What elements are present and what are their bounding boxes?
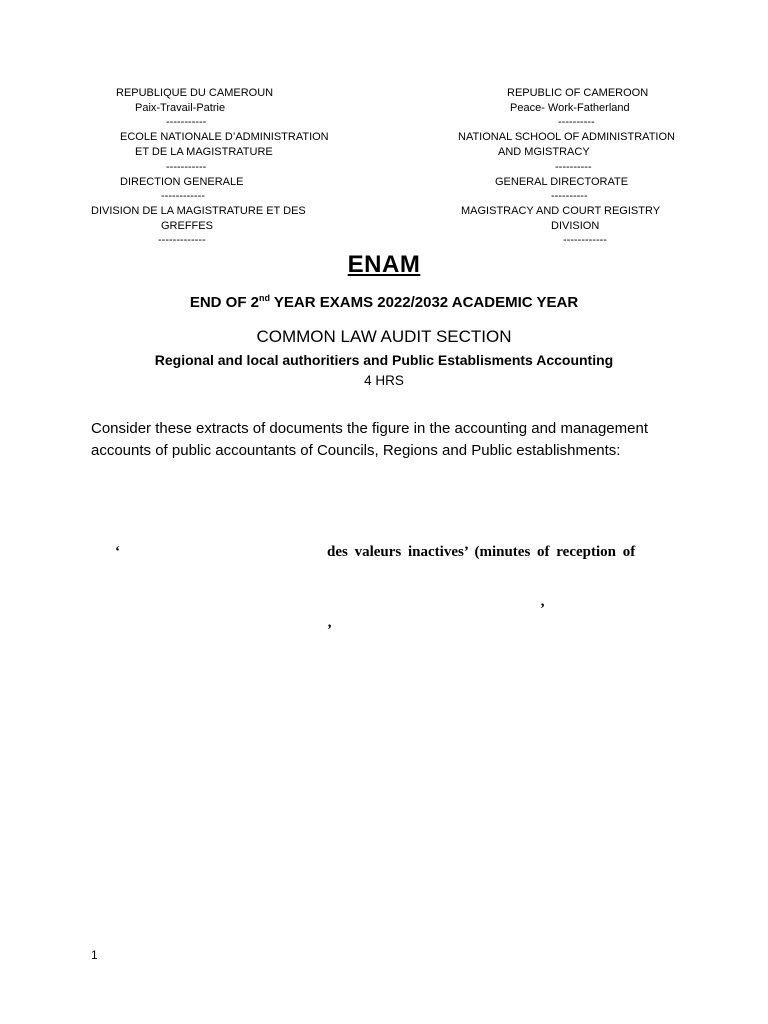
header-left-line: ET DE LA MAGISTRATURE (135, 146, 273, 158)
exam-duration: 4 HRS (364, 373, 404, 388)
text-fragment-comma: ’ (327, 622, 332, 638)
header-left-line: ------------ (161, 190, 205, 202)
header-right-line: ---------- (551, 190, 588, 202)
header-left-line: DIVISION DE LA MAGISTRATURE ET DES (91, 205, 306, 217)
header-left-line: GREFFES (161, 220, 213, 232)
header-left-line: ECOLE NATIONALE D’ADMINISTRATION (120, 131, 329, 143)
text-fragment-line: des valeurs inactives’ (minutes of reception of (327, 544, 636, 560)
header-right-line: Peace- Work-Fatherland (510, 102, 630, 114)
document-title: ENAM (347, 251, 421, 278)
header-left-line: DIRECTION GENERALE (120, 176, 244, 188)
page-number: 1 (91, 948, 98, 962)
header-left-line: ----------- (166, 116, 207, 128)
exam-heading (0, 294, 768, 311)
header-right-line: ---------- (555, 161, 592, 173)
header-right-line: REPUBLIC OF CAMEROON (507, 87, 649, 99)
header-right-line: GENERAL DIRECTORATE (495, 176, 629, 188)
header-left-line: REPUBLIQUE DU CAMEROUN (116, 87, 274, 99)
section-heading: COMMON LAW AUDIT SECTION (256, 327, 512, 346)
header-right-line: NATIONAL SCHOOL OF ADMINISTRATION (458, 131, 675, 143)
header-right-line: DIVISION (551, 220, 600, 232)
header-right-line: ------------ (563, 234, 607, 246)
header-left-line: ----------- (166, 161, 207, 173)
exam-heading-ordinal: nd (259, 293, 270, 303)
header-right-line: AND MGISTRACY (498, 146, 590, 158)
header-right-line: MAGISTRACY AND COURT REGISTRY (461, 205, 661, 217)
subject-heading: Regional and local authoritiers and Public Establisments Accounting (154, 352, 614, 368)
intro-paragraph: Consider these extracts of documents the figure in the accounting and management accounts of public accountants of Councils, Regions and Public establishments: (91, 420, 648, 459)
exam-heading-prefix: END OF 2 (189, 294, 259, 311)
header-left-line: Paix-Travail-Patrie (135, 102, 226, 114)
header-left-line: ------------- (158, 234, 206, 246)
text-fragment-comma: ’ (540, 601, 545, 617)
text-fragment-open-quote: ‘ (115, 544, 120, 560)
header-right-line: ---------- (558, 116, 595, 128)
exam-heading-suffix: YEAR EXAMS 2022/2032 ACADEMIC YEAR (270, 294, 579, 311)
